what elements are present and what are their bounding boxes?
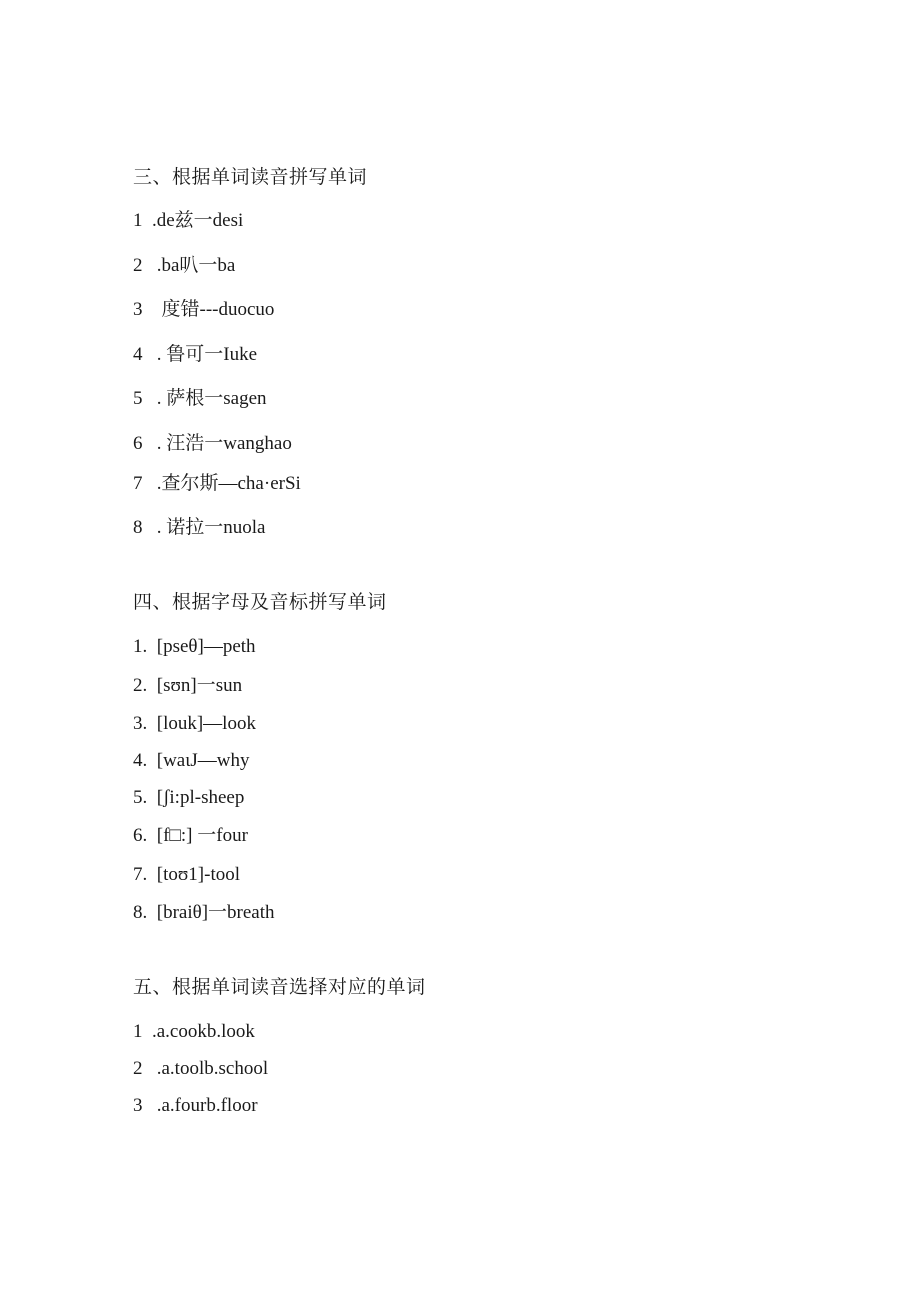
- list-item: 3 .a.fourb.floor: [133, 1095, 258, 1116]
- list-item: 8 . 诺拉一nuola: [133, 517, 266, 538]
- list-item: 2 .a.toolb.school: [133, 1058, 269, 1079]
- section-heading-choose-word: 五、根据单词读音选择对应的单词: [133, 977, 426, 998]
- list-item: 5 . 萨根一sagen: [133, 388, 267, 409]
- list-item: 1 .a.cookb.look: [133, 1021, 255, 1042]
- list-item: 4 . 鲁可一Iuke: [133, 344, 258, 365]
- list-item: 4. [waɩJ—why: [133, 750, 250, 771]
- section-heading-spelling-by-sound: 三、根据单词读音拼写单词: [133, 167, 368, 188]
- list-item: 5. [ʃi:pl-sheep: [133, 787, 245, 808]
- list-item: 3. [louk]—look: [133, 713, 256, 734]
- list-item: 6 . 汪浩一wanghao: [133, 433, 292, 454]
- list-item: 2 .ba叭一ba: [133, 255, 236, 276]
- list-item: 7. [toʊ1]-tool: [133, 864, 240, 885]
- list-item: 8. [braiθ]一breath: [133, 902, 275, 923]
- list-item: 6. [f□:] 一four: [133, 825, 248, 846]
- list-item: 2. [sʊn]一sun: [133, 675, 243, 696]
- section-heading-spelling-by-phonetics: 四、根据字母及音标拼写单词: [133, 592, 387, 613]
- list-item: 7 .查尔斯—cha·erSi: [133, 473, 301, 494]
- list-item: 1. [pseθ]—peth: [133, 636, 256, 657]
- list-item: 3 度错---duocuo: [133, 299, 275, 320]
- list-item: 1 .de兹一desi: [133, 210, 244, 231]
